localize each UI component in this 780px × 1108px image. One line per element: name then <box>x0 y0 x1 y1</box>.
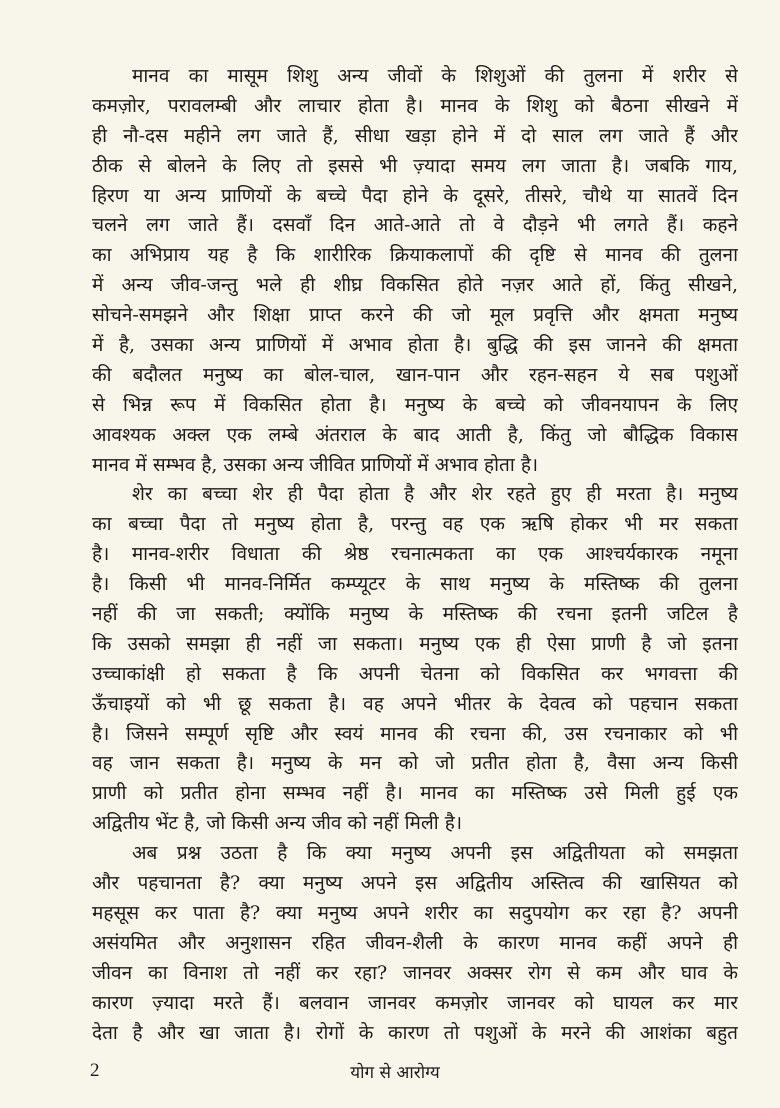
text-line: मानव में सम्भव है, उसका अन्य जीवित प्राणियों में अभाव होता है। <box>92 453 539 476</box>
text-line: हिरण या अन्य प्राणियों के बच्चे पैदा होने के दूसरे, तीसरे, चौथे या सातवें दिन <box>92 184 738 207</box>
text-line: में अन्य जीव-जन्तु भले ही शीघ्र विकसित होते नज़र आते हों, किंतु सीखने, <box>92 274 738 297</box>
text-line: अद्वितीय भेंट है, जो किसी अन्य जीव को नहीं मिली है। <box>92 812 463 835</box>
text-line: कमज़ोर, परावलम्बी और लाचार होता है। मानव के शिशु को बैठना सीखने में <box>92 94 738 117</box>
text-line: सोचने-समझने और शिक्षा प्राप्त करने की जो मूल प्रवृत्ति और क्षमता मनुष्य <box>92 304 738 327</box>
text-line: शेर का बच्चा शेर ही पैदा होता है और शेर रहते हुए ही मरता है। मनुष्य <box>132 483 738 506</box>
text-line: अब प्रश्न उठता है कि क्या मनुष्य अपनी इस अद्वितीयता को समझता <box>132 842 738 865</box>
text-line: देता है और खा जाता है। रोगों के कारण तो पशुओं के मरने की आशंका बहुत <box>92 1021 738 1044</box>
text-line: है। किसी भी मानव-निर्मित कम्प्यूटर के साथ मनुष्य के मस्तिष्क की तुलना <box>92 573 738 596</box>
text-line: की बदौलत मनुष्य का बोल-चाल, खान-पान और रहन-सहन ये सब पशुओं <box>92 363 738 386</box>
text-line: है। मानव-शरीर विधाता की श्रेष्ठ रचनात्मकता का एक आश्चर्यकारक नमूना <box>92 543 738 566</box>
text-line: वह जान सकता है। मनुष्य के मन को जो प्रतीत होता है, वैसा अन्य किसी <box>92 752 738 775</box>
text-line: में है, उसका अन्य प्राणियों में अभाव होता है। बुद्धि की इस जानने की क्षमता <box>92 334 738 357</box>
text-line: असंयमित और अनुशासन रहित जीवन-शैली के कारण मानव कहीं अपने ही <box>92 931 738 954</box>
text-line: कि उसको समझा ही नहीं जा सकता। मनुष्य एक ही ऐसा प्राणी है जो इतना <box>92 632 738 655</box>
text-line: ऊँचाइयों को भी छू सकता है। वह अपने भीतर के देवत्व को पहचान सकता <box>92 692 738 715</box>
text-line: का अभिप्राय यह है कि शारीरिक क्रियाकलापों की दृष्टि से मानव की तुलना <box>92 244 738 267</box>
text-line: महसूस कर पाता है? क्या मनुष्य अपने शरीर का सदुपयोग कर रहा है? अपनी <box>92 901 738 924</box>
page-number: 2 <box>90 1060 100 1081</box>
text-line: उच्चाकांक्षी हो सकता है कि अपनी चेतना को विकसित कर भगवत्ता की <box>92 662 738 685</box>
text-line: नहीं की जा सकती; क्योंकि मनुष्य के मस्तिष्क की रचना इतनी जटिल है <box>92 603 738 626</box>
text-line: आवश्यक अक्ल एक लम्बे अंतराल के बाद आती है, किंतु जो बौद्धिक विकास <box>92 423 738 446</box>
text-line: मानव का मासूम शिशु अन्य जीवों के शिशुओं की तुलना में शरीर से <box>132 65 738 87</box>
text-line: ही नौ-दस महीने लग जाते हैं, सीधा खड़ा होने में दो साल लग जाते हैं और <box>92 124 738 147</box>
paragraph <box>92 839 738 1048</box>
text-line: चलने लग जाते हैं। दसवाँ दिन आते-आते तो वे दौड़ने भी लगते हैं। कहने <box>92 214 738 237</box>
text-line: कारण ज़्यादा मरते हैं। बलवान जानवर कमज़ोर जानवर को घायल कर मार <box>92 991 738 1014</box>
paragraph <box>92 62 738 480</box>
text-line: से भिन्न रूप में विकसित होता है। मनुष्य के बच्चे को जीवनयापन के लिए <box>92 393 738 416</box>
text-line: ठीक से बोलने के लिए तो इससे भी ज़्यादा समय लग जाता है। जबकि गाय, <box>92 154 738 177</box>
page-body <box>92 62 738 1048</box>
text-line: और पहचानता है? क्या मनुष्य अपने इस अद्वितीय अस्तित्व की खासियत को <box>92 872 738 895</box>
paragraph <box>92 480 738 839</box>
text-line: का बच्चा पैदा तो मनुष्य होता है, परन्तु वह एक ऋषि होकर भी मर सकता <box>92 513 738 536</box>
text-line: प्राणी को प्रतीत होना सम्भव नहीं है। मानव का मस्तिष्क उसे मिली हुई एक <box>92 782 738 805</box>
text-line: जीवन का विनाश तो नहीं कर रहा? जानवर अक्सर रोग से कम और घाव के <box>92 961 738 984</box>
text-line: है। जिसने सम्पूर्ण सृष्टि और स्वयं मानव की रचना की, उस रचनाकार को भी <box>92 722 738 745</box>
running-footer-title: योग से आरोग्य <box>350 1063 440 1083</box>
